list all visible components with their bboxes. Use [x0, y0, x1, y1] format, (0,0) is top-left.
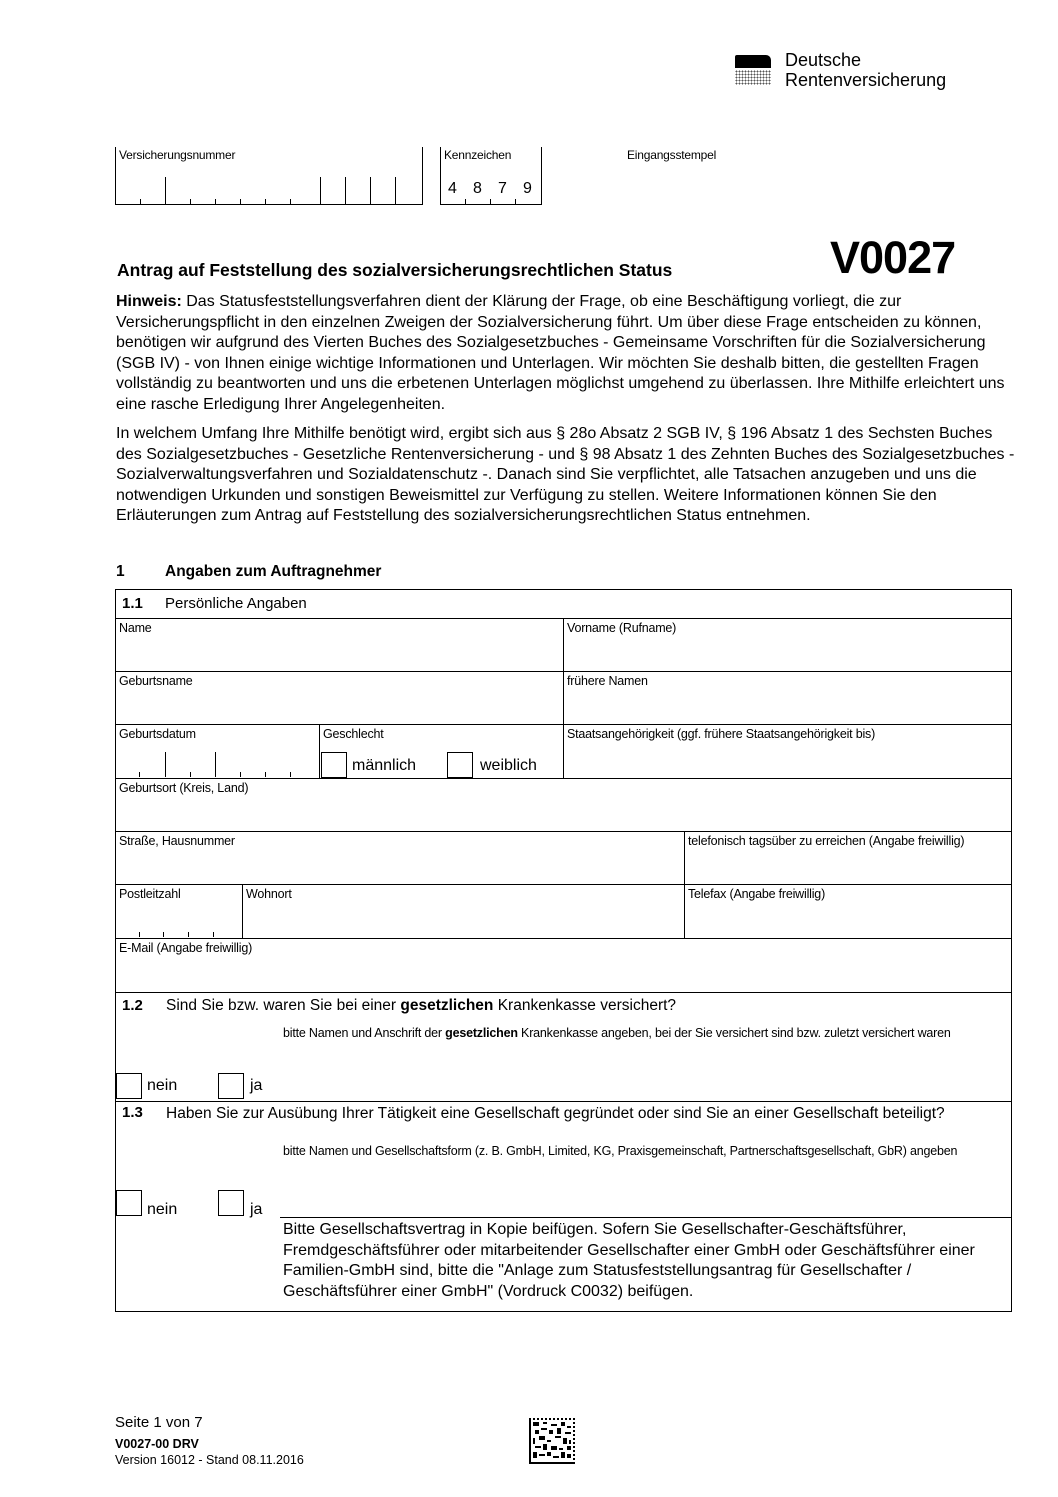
hinweis-text: Das Statusfeststellungsverfahren dient der Klärung der Frage, ob eine Beschäftigung vorliegt, die zur Versicherungspflicht in den einzelnen Zweigen der Sozialversicherung führt. Um über diese Frage entscheiden zu können, benötigen wir aufgrund des Vierten Buches des Sozialgesetzbuches - Gemeinsame Vorschriften für die Sozialversicherung (SGB IV) - von Ihnen einige wichtige Informationen und Unterlagen. Wir möchten Sie deshalb bitten, die gestellten Fragen vollständig zu beantworten und uns die erbetenen Unterlagen möglichst umgehend zu überlassen. Ihre Mithilfe erleichtert uns eine rasche Erledigung Ihrer Angelegenheiten. — [116, 293, 1005, 413]
s11-title: Persönliche Angaben — [165, 595, 307, 612]
footer-page: Seite 1 von 7 — [115, 1414, 203, 1431]
hinweis-paragraph — [116, 292, 1016, 415]
strasse-label: Straße, Hausnummer — [119, 834, 235, 848]
s12-hint — [283, 1025, 1005, 1042]
footer-version: Version 16012 - Stand 08.11.2016 — [115, 1453, 304, 1467]
kennzeichen-digit: 4 — [448, 180, 457, 197]
drv-logo-mark — [735, 55, 771, 68]
staatsangehoerigkeit-field[interactable] — [563, 724, 1012, 778]
s12-hint-bold: gesetzlichen — [445, 1026, 518, 1040]
s12-nein-checkbox[interactable] — [116, 1073, 142, 1099]
s13-number: 1.3 — [122, 1104, 143, 1121]
wohnort-field[interactable] — [242, 884, 684, 938]
s12-nein-label: nein — [147, 1077, 178, 1094]
s13-question: Haben Sie zur Ausübung Ihrer Tätigkeit eine Gesellschaft gegründet oder sind Sie an einer Gesellschaft beteiligt? — [166, 1105, 945, 1122]
strasse-field[interactable] — [115, 831, 684, 884]
geburtsdatum-field[interactable] — [115, 724, 319, 778]
s13-ja-checkbox[interactable] — [218, 1190, 244, 1216]
kennzeichen-label: Kennzeichen — [444, 148, 512, 162]
s11-number: 1.1 — [122, 595, 143, 612]
s13-gesellschaft-input[interactable] — [280, 1182, 1008, 1215]
datamatrix-code — [529, 1418, 575, 1464]
brand-line1: Deutsche — [785, 50, 862, 70]
email-label: E-Mail (Angabe freiwillig) — [119, 941, 253, 955]
s12-ja-checkbox[interactable] — [218, 1073, 244, 1099]
legal-paragraph: In welchem Umfang Ihre Mithilfe benötigt wird, ergibt sich aus § 28o Absatz 2 SGB IV, § 196 Absatz 1 des Sechsten Buches des Sozialgesetzbuches - Gesetzliche Rentenversicherung - und § 98 Absatz 1 des Zehnten Buches des Sozialgesetzbuches - Sozialverwaltungsverfahren und Sozialdatenschutz -. Danach sind Sie verpflichtet, alle Tatsachen anzugeben und uns die notwendigen Urkunden und sonstigen Beweismittel zur Verfügung zu stellen. Weitere Informationen können Sie den Erläuterungen zum Antrag auf Feststellung des sozialversicherungsrechtlichen Status entnehmen. — [116, 425, 1015, 524]
section1-title: Angaben zum Auftragnehmer — [165, 563, 382, 580]
email-field[interactable] — [115, 938, 1012, 992]
versicherungsnummer-label: Versicherungsnummer — [119, 148, 236, 162]
footer-code: V0027-00 DRV — [115, 1437, 199, 1451]
section1-number: 1 — [116, 563, 125, 580]
geschlecht-label: Geschlecht — [323, 727, 384, 741]
geburtsname-field[interactable] — [115, 671, 563, 724]
s12-ja-label: ja — [250, 1077, 263, 1094]
weiblich-label: weiblich — [480, 757, 537, 774]
postleitzahl-label: Postleitzahl — [119, 887, 181, 901]
form-code: V0027 — [830, 232, 956, 283]
drv-logo-dots — [735, 70, 771, 85]
name-label: Name — [119, 621, 152, 635]
name-field[interactable] — [115, 618, 563, 671]
s13-hint: bitte Namen und Gesellschaftsform (z. B. GmbH, Limited, KG, Praxisgemeinschaft, Partnerschaftsgesellschaft, GbR) angeben — [283, 1144, 958, 1158]
hinweis-label: Hinweis: — [116, 293, 182, 310]
kennzeichen-digit: 7 — [498, 180, 507, 197]
versicherungsnummer-field[interactable] — [115, 147, 423, 205]
fruehere-namen-label: frühere Namen — [567, 674, 648, 688]
vorname-label: Vorname (Rufname) — [567, 621, 677, 635]
s12-krankenkasse-input[interactable] — [280, 1066, 1008, 1098]
geschlecht-field — [319, 724, 563, 778]
telefon-label: telefonisch tagsüber zu erreichen (Angabe freiwillig) — [688, 834, 965, 848]
telefax-label: Telefax (Angabe freiwillig) — [688, 887, 826, 901]
eingangsstempel-label: Eingangsstempel — [627, 148, 717, 162]
geburtsdatum-label: Geburtsdatum — [119, 727, 196, 741]
s13-note: Bitte Gesellschaftsvertrag in Kopie beifügen. Sofern Sie Gesellschafter-Geschäftsführer, Fremdgeschäftsführer oder mitarbeitender Gesellschafter einer GmbH oder Geschäftsführer einer Familien-GmbH sind, bitte die "Anlage zum Statusfeststellungsantrag für Gesellschafter / Geschäftsführer einer GmbH" (Vordruck C0032) beifügen. — [283, 1221, 975, 1300]
postleitzahl-field[interactable] — [115, 884, 242, 938]
s12-hint-pre: bitte Namen und Anschrift der — [283, 1026, 446, 1040]
s12-question-pre: Sind Sie bzw. waren Sie bei einer — [166, 997, 401, 1014]
maennlich-checkbox[interactable] — [321, 752, 347, 778]
vorname-field[interactable] — [563, 618, 1012, 671]
form-title: Antrag auf Feststellung des sozialversicherungsrechtlichen Status — [117, 260, 673, 280]
kennzeichen-field — [440, 147, 542, 205]
kennzeichen-digit: 8 — [473, 180, 482, 197]
geburtsort-field[interactable] — [115, 778, 1012, 831]
fruehere-namen-field[interactable] — [563, 671, 1012, 724]
maennlich-label: männlich — [352, 757, 417, 774]
drv-logo — [735, 52, 985, 96]
s12-question-post: Krankenkasse versichert? — [493, 997, 677, 1014]
telefax-field[interactable] — [684, 884, 1012, 938]
geburtsname-label: Geburtsname — [119, 674, 193, 688]
telefon-field[interactable] — [684, 831, 1012, 884]
s13-nein-label: nein — [147, 1201, 178, 1218]
wohnort-label: Wohnort — [246, 887, 292, 901]
s12-number: 1.2 — [122, 997, 143, 1014]
s12-hint-post: Krankenkasse angeben, bei der Sie versichert sind bzw. zuletzt versichert waren — [517, 1026, 951, 1040]
staatsangehoerigkeit-label: Staatsangehörigkeit (ggf. frühere Staatsangehörigkeit bis) — [567, 727, 876, 741]
s12-question-bold: gesetzlichen — [400, 997, 494, 1014]
kennzeichen-digit: 9 — [523, 180, 532, 197]
brand-line2: Rentenversicherung — [785, 70, 947, 90]
geburtsort-label: Geburtsort (Kreis, Land) — [119, 781, 249, 795]
s13-nein-checkbox[interactable] — [116, 1190, 142, 1216]
weiblich-checkbox[interactable] — [447, 752, 473, 778]
s13-ja-label: ja — [250, 1201, 263, 1218]
s12-question — [166, 997, 676, 1015]
